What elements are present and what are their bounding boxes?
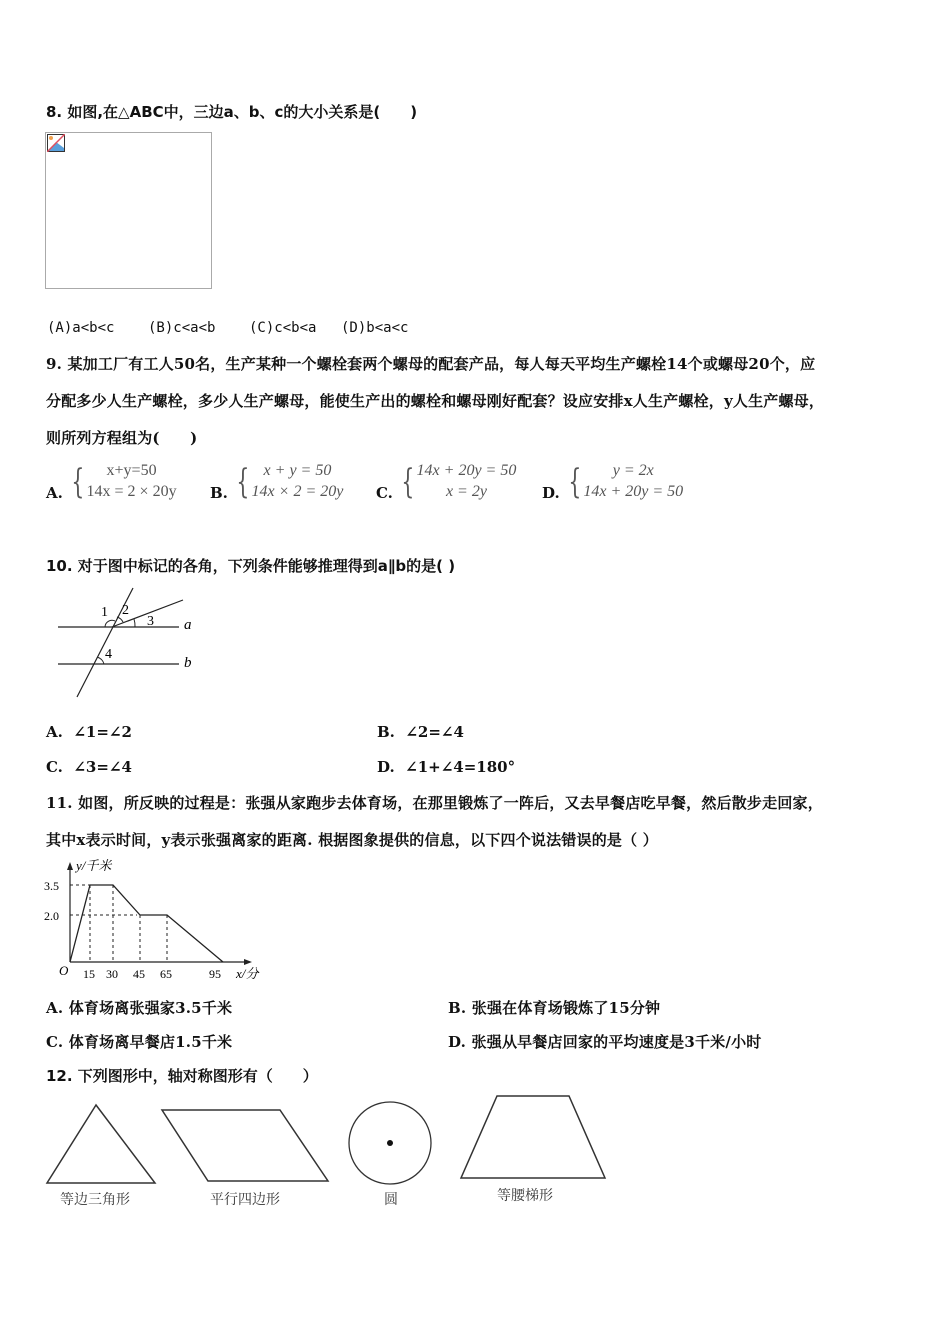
option-text: 体育场离张强家3.5千米 [68,999,233,1017]
q9-option-d [542,460,683,502]
q9-option-c [376,460,516,502]
q9-option-b [210,460,343,502]
q9-stem-line1: 9. 某加工厂有工人50名，生产某种一个螺栓套两个螺母的配套产品，每人每天平均生产螺栓14个或螺母20个，应 [46,355,816,373]
q8-option-c: (C)c<b<a [249,320,317,336]
option-text: 张强在体育场锻炼了15分钟 [471,999,661,1017]
option-label: B. [448,999,467,1017]
equilateral-triangle-shape [47,1105,155,1183]
brace-icon: { [71,462,85,502]
q8-option-d: (D)b<a<c [341,320,409,336]
x-tick-95: 95 [209,967,221,981]
q8-option-b: (B)c<a<b [148,320,216,336]
x-tick-30: 30 [106,967,118,981]
isosceles-trapezoid-shape [461,1096,605,1178]
q10-option-d [377,758,515,776]
x-tick-45: 45 [133,967,145,981]
q10-stem: 10. 对于图中标记的各角，下列条件能够推理得到a∥b的是( ) [46,557,456,575]
q9-stem-line2: 分配多少人生产螺栓，多少人生产螺母，能使生产出的螺栓和螺母刚好配套？设应安排x人生产螺栓，y人生产螺母， [46,392,825,410]
angle-label-2: 2 [122,603,129,618]
parallelogram-shape [162,1110,328,1181]
q11-stem-line1: 11. 如图，所反映的过程是：张强从家跑步去体育场，在那里锻炼了一阵后，又去早餐店吃早餐，然后散步走回家， [46,794,823,812]
q11-option-b [448,997,660,1018]
brace-icon: { [236,462,250,502]
shape-label-parallelogram: 平行四边形 [210,1192,280,1208]
option-label: C. [376,484,393,502]
q11-option-a [46,997,232,1018]
option-text: ∠1+∠4=180° [405,758,516,776]
x-axis-label: x/分 [236,966,259,981]
x-tick-65: 65 [160,967,172,981]
q8-stem: 8. 如图,在△ABC中，三边a、b、c的大小关系是( ) [46,103,418,121]
distance-series-line [70,885,223,962]
equation-1: x+y=50 [106,462,157,479]
equation-2: 14x × 2 = 20y [251,483,344,500]
angle-label-4: 4 [105,647,112,662]
q10-parallel-lines-figure [45,585,205,705]
broken-image-icon [47,134,65,152]
option-label: A. [46,999,64,1017]
angle-label-1: 1 [101,605,108,620]
equation-1: y = 2x [612,462,654,479]
option-text: 体育场离早餐店1.5千米 [68,1033,233,1051]
q10-option-b [377,723,464,741]
q12-stem: 12. 下列图形中，轴对称图形有（ ） [46,1067,318,1085]
q11-option-c [46,1031,232,1052]
option-label: D. [377,758,395,776]
brace-icon: { [401,462,415,502]
option-label: A. [46,484,63,502]
q12-shapes-figure [40,1090,620,1190]
option-text: ∠1=∠2 [73,723,132,741]
option-label: C. [46,1033,64,1051]
circle-center-dot [387,1140,393,1146]
equation-2: x = 2y [445,483,487,500]
equation-1: x + y = 50 [263,462,332,479]
origin-label: O [59,963,69,978]
option-label: B. [377,723,395,741]
option-label: D. [542,484,560,502]
equation-2: 14x + 20y = 50 [583,483,684,500]
equation-2: 14x = 2 × 20y [86,483,177,500]
option-text: ∠3=∠4 [73,758,132,776]
q11-option-d [448,1031,761,1052]
shape-label-trapezoid: 等腰梯形 [497,1188,553,1204]
option-label: A. [46,723,63,741]
option-label: B. [210,484,228,502]
q8-triangle-figure [45,132,212,289]
line-label-b: b [184,655,192,671]
q11-distance-time-chart [40,850,270,985]
y-tick-3.5: 3.5 [44,879,59,893]
equation-1: 14x + 20y = 50 [416,462,517,479]
option-text: ∠2=∠4 [405,723,464,741]
shape-label-triangle: 等边三角形 [60,1192,130,1208]
q9-option-a [46,460,177,502]
q9-stem-line3: 则所列方程组为( ) [46,429,198,447]
x-tick-15: 15 [83,967,95,981]
q10-option-a [46,723,132,741]
q8-option-a: (A)a<b<c [47,320,115,336]
brace-icon: { [568,462,582,502]
q11-stem-line2: 其中x表示时间，y表示张强离家的距离. 根据图象提供的信息，以下四个说法错误的是（ ） [46,831,658,849]
option-label: D. [448,1033,467,1051]
y-tick-2.0: 2.0 [44,909,59,923]
line-label-a: a [184,617,192,633]
angle-label-3: 3 [147,614,154,629]
y-axis-label: y/千米 [76,858,112,873]
shape-label-circle: 圆 [384,1192,398,1208]
option-label: C. [46,758,63,776]
option-text: 张强从早餐店回家的平均速度是3千米/小时 [471,1033,762,1051]
q10-option-c [46,758,132,776]
